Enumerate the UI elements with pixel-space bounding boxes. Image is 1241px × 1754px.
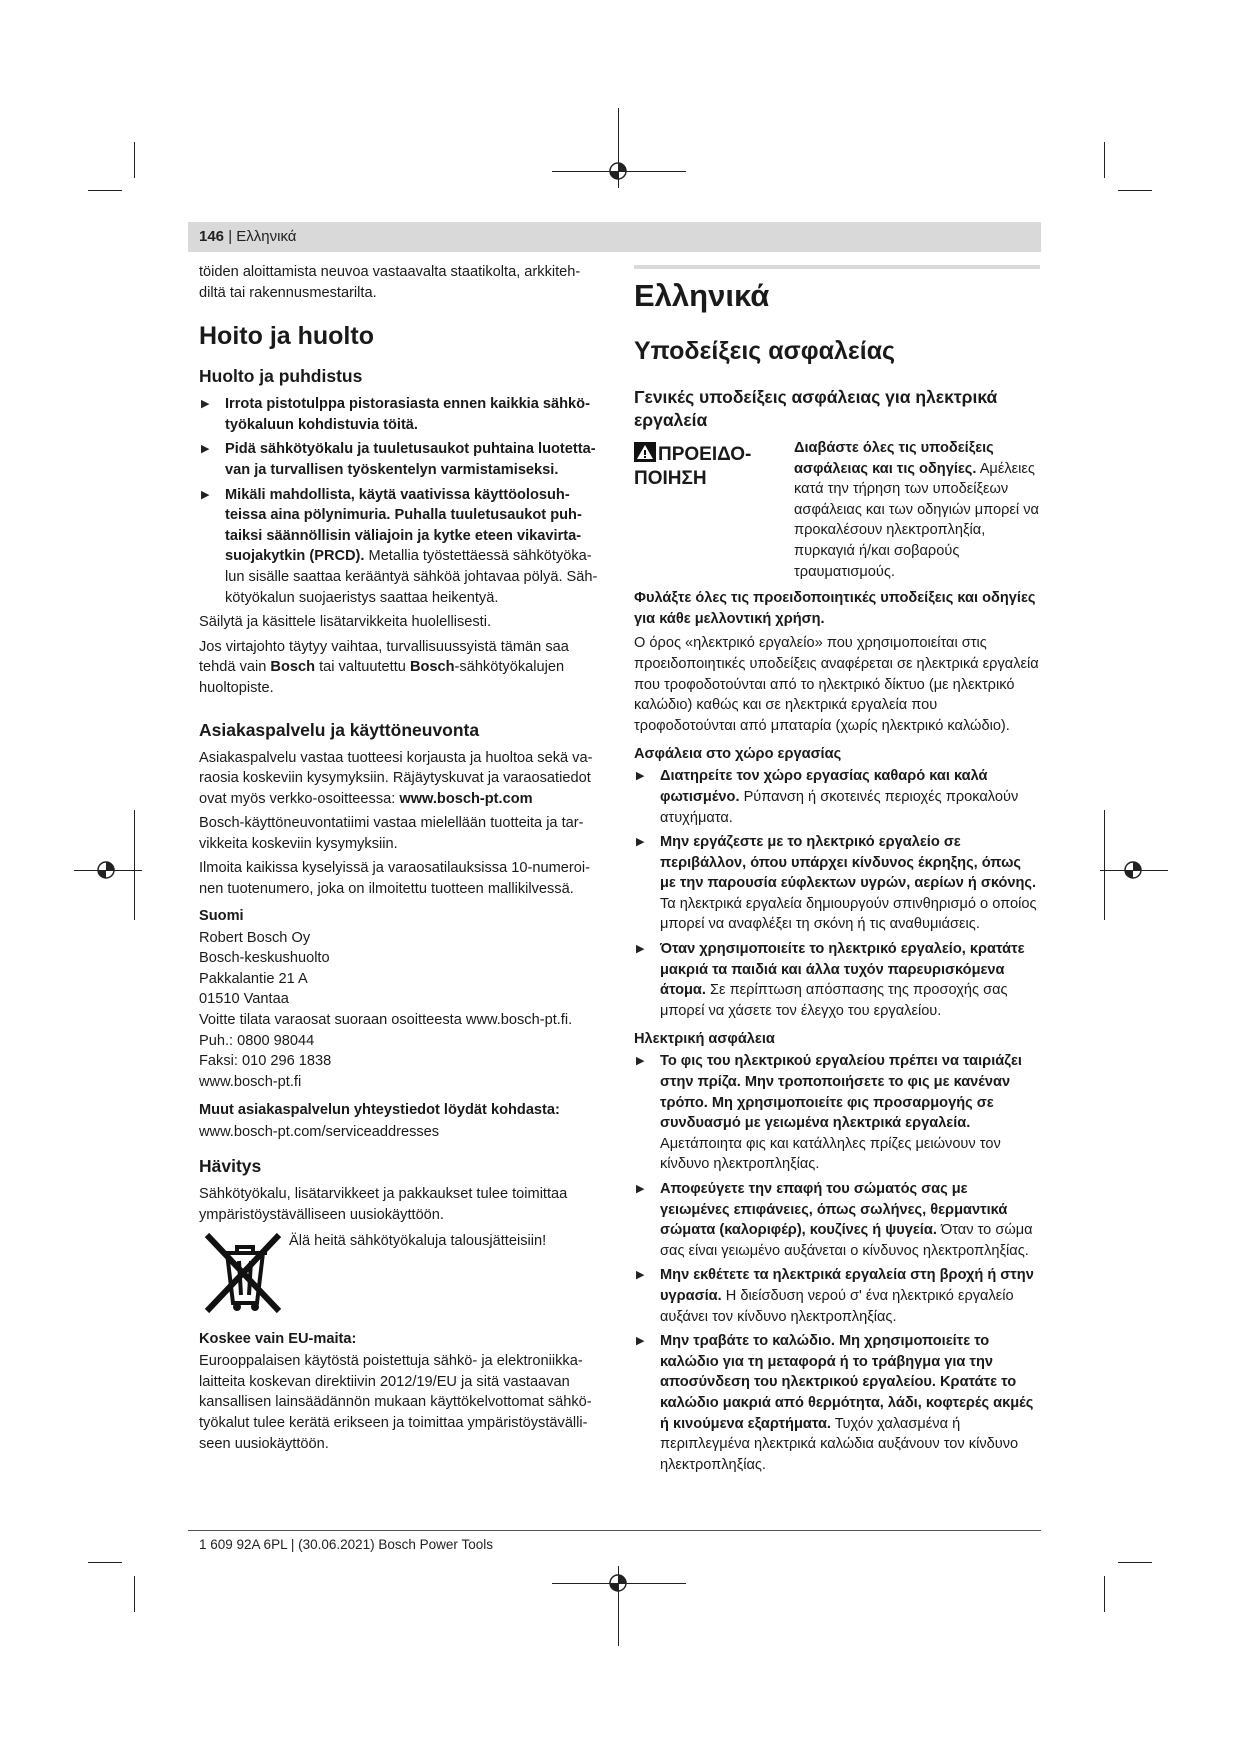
crop-mark xyxy=(88,190,122,191)
address-line: Robert Bosch Oy xyxy=(199,929,311,946)
page-header: 146 | Ελληνικά xyxy=(188,222,1041,252)
crop-mark xyxy=(88,1562,122,1563)
address-line: Faksi: 010 296 1838 xyxy=(199,1053,332,1070)
warning-label: ΠΡΟΕΙΔΟ- ΠΟΙΗΣΗ xyxy=(634,444,752,489)
electric-safety-list xyxy=(634,1051,1040,1475)
page-number: 146 xyxy=(199,228,225,245)
footer-rule xyxy=(188,1530,1041,1531)
care-heading: Hoito ja huolto xyxy=(199,322,374,351)
list-item: ▶ Μην εργάζεστε με το ηλεκτρικό εργαλείο σε περιβάλλον, όπου υπάρχει κίνδυνος έκρηξης, όπως με την παρουσία εύφλεκτων υγρών, αερίων ή σκόνης. Τα ηλεκτρικά εργαλεία δημιουργούν σπινθηρισμό ο οποίος μπορεί να αναφλέξει τη σκόνη ή τις αναθυμιάσεις. xyxy=(634,832,1040,935)
service-addresses-link[interactable]: www.bosch-pt.com/serviceaddresses xyxy=(199,1124,440,1141)
service-text: Bosch-käyttöneuvontatiimi vastaa mielellään tuotteita ja tar- vikkeita koskeviin kysymyksiin. xyxy=(199,815,584,852)
warning-triangle-icon xyxy=(634,442,656,462)
store-text: Säilytä ja käsittele lisätarvikkeita huolellisesti. xyxy=(199,614,492,631)
term-text: Ο όρος «ηλεκτρικό εργαλείο» που χρησιμοποιείται στις προειδοποιητικές υποδείξεις αναφέρεται σε ηλεκτρικά εργαλεία που τροφοδοτούνται από το ηλεκτρικό δίκτυο (με ηλεκτρικό καλώδιο) καθώς και σε ηλεκτρικά εργαλεία που τροφοδοτούνται από μπαταρία (χωρίς ηλεκτρικό καλώδιο). xyxy=(634,635,1039,734)
electric-safety-heading: Ηλεκτρική ασφάλεια xyxy=(634,1031,775,1048)
list-item: ▶ Μην εκθέτετε τα ηλεκτρικά εργαλεία στη βροχή ή στην υγρασία. Η διείσδυση νερού σ' ένα ηλεκτρικό εργαλείο αυξάνει τον κίνδυνο ηλεκτροπληξίας. xyxy=(634,1265,1040,1327)
list-item: ▶ Μην τραβάτε το καλώδιο. Μη χρησιμοποιείτε το καλώδιο για τη μεταφορά ή το τράβηγμα για την αποσύνδεση του ηλεκτρικού εργαλείου. Κρατάτε το καλώδιο μακριά από θερμότητα, λάδι, κοφτερές ακμές ή κινούμενα εξαρτήματα. Τυχόν χαλασμένα ή περιπλεγμένα ηλεκτρικά καλώδια αυξάνουν τον κίνδυνο ηλεκτροπληξίας. xyxy=(634,1331,1040,1475)
registration-mark-icon xyxy=(95,859,117,881)
language-title: Ελληνικά xyxy=(634,278,770,313)
registration-mark-icon xyxy=(1122,859,1144,881)
cord-text: Jos virtajohto täytyy vaihtaa, turvallisuussyistä tämän saa tehdä vain Bosch tai valtuutettu Bosch-sähkötyökalujen huoltopiste. xyxy=(199,638,569,696)
country-heading: Suomi xyxy=(199,907,244,924)
registration-mark-icon xyxy=(607,1572,629,1594)
page-footer: 1 609 92A 6PL | (30.06.2021) Bosch Power Tools xyxy=(199,1537,493,1552)
list-item: ▶ Διατηρείτε τον χώρο εργασίας καθαρό και καλά φωτισμένο. Ρύπανση ή σκοτεινές περιοχές προκαλούν ατυχήματα. xyxy=(634,766,1040,828)
service-text: Ilmoita kaikissa kyselyissä ja varaosatilauksissa 10-numeroi- nen tuotenumero, joka on ilmoitettu tuotteen mallikilvessä. xyxy=(199,860,590,898)
work-area-list xyxy=(634,766,1040,1021)
address-line: Bosch-keskushuolto xyxy=(199,950,330,967)
warning-block xyxy=(634,438,1040,582)
service-link[interactable]: www.bosch-pt.com xyxy=(399,790,533,807)
crop-mark xyxy=(134,142,135,178)
list-item: ▶ Mikäli mahdollista, käytä vaativissa käyttöolosuh- teissa aina pölynimuria. Puhalla tuuletusaukot puh- taiksi säännöllisin väliajoin ja kytke eteen vikavirta- suojakytkin (PRCD). Metallia työstettäessä sähkötyöka- lun sisälle saattaa kerääntyä sähköä johtavaa pölyä. Säh- kötyökalun suojaeristys saattaa heikentyä. xyxy=(199,485,604,609)
address-line: Voitte tilata varaosat suoraan osoitteesta www.bosch-pt.fi. xyxy=(199,1012,573,1029)
left-column xyxy=(199,262,604,1458)
disposal-heading: Hävitys xyxy=(199,1156,262,1176)
intro-text: töiden aloittamista neuvoa vastaavalta staatikolta, arkkiteh- diltä tai rakennusmestarilta. xyxy=(199,264,581,301)
service-text: Asiakaspalvelu vastaa tuotteesi korjausta ja huoltoa sekä va- raosia koskeviin kysymyksiin. Räjäytyskuvat ja varaosatiedot ovat myös verkko-osoitteessa: www.bosch-pt.com xyxy=(199,749,593,807)
list-item: ▶ Pidä sähkötyökalu ja tuuletusaukot puhtaina luotetta- van ja turvallisen työskentelyn varmistamiseksi. xyxy=(199,439,604,480)
address-line[interactable]: www.bosch-pt.fi xyxy=(199,1073,302,1090)
crop-mark xyxy=(1118,190,1152,191)
crop-mark xyxy=(1118,1562,1152,1563)
work-area-heading: Ασφάλεια στο χώρο εργασίας xyxy=(634,746,842,763)
list-item: ▶ Αποφεύγετε την επαφή του σώματός σας με γειωμένες επιφάνειες, όπως σωλήνες, θερμαντικά σώματα (καλοριφέρ), κουζίνες ή ψυγεία. Όταν το σώμα σας είναι γειωμένο αυξάνεται ο κίνδυνος ηλεκτροπληξίας. xyxy=(634,1179,1040,1261)
address-line: 01510 Vantaa xyxy=(199,991,289,1008)
crop-mark xyxy=(1104,142,1105,178)
registration-line xyxy=(1104,810,1105,920)
list-item: ▶ Όταν χρησιμοποιείτε το ηλεκτρικό εργαλείο, κρατάτε μακριά τα παιδιά και άλλα τυχόν παρευρισκόμενα άτομα. Σε περίπτωση απόσπασης της προσοχής σας μπορεί να χάσετε τον έλεγχο του εργαλείου. xyxy=(634,939,1040,1021)
list-item: ▶ Το φις του ηλεκτρικού εργαλείου πρέπει να ταιριάζει στην πρίζα. Μην τροποποιήσετε το φις με κανέναν τρόπο. Μη χρησιμοποιείτε φις προσαρμογής σε συνδυασμό με γειωμένα ηλεκτρικά εργαλεία. Αμετάποιητα φις και κατάλληλες πρίζες μειώνουν τον κίνδυνο ηλεκτροπληξίας. xyxy=(634,1051,1040,1175)
general-safety-heading: Γενικές υποδείξεις ασφάλειας για ηλεκτρικά εργαλεία xyxy=(634,387,998,430)
registration-line xyxy=(134,810,135,920)
address-line: Pakkalantie 21 A xyxy=(199,970,308,987)
service-heading: Asiakaspalvelu ja käyttöneuvonta xyxy=(199,719,480,740)
registration-mark-icon xyxy=(607,160,629,182)
crossed-bin-icon xyxy=(199,1229,285,1315)
cleaning-list xyxy=(199,394,604,608)
keep-instructions: Φυλάξτε όλες τις προειδοποιητικές υποδείξεις και οδηγίες για κάθε μελλοντική χρήση. xyxy=(634,590,1036,627)
crop-mark xyxy=(1104,1576,1105,1612)
crop-mark xyxy=(134,1576,135,1612)
disposal-text: Sähkötyökalu, lisätarvikkeet ja pakkaukset tulee toimittaa ympäristöystävälliseen uusiokäyttöön. xyxy=(199,1186,568,1223)
cleaning-heading: Huolto ja puhdistus xyxy=(199,366,363,387)
eu-heading: Koskee vain EU-maita: xyxy=(199,1331,357,1348)
safety-heading: Υποδείξεις ασφαλείας xyxy=(634,337,896,365)
address-line: Puh.: 0800 98044 xyxy=(199,1032,315,1049)
more-contacts-heading: Muut asiakaspalvelun yhteystiedot löydät kohdasta: xyxy=(199,1102,560,1119)
right-column xyxy=(634,262,1040,1479)
disposal-warning: Älä heitä sähkötyökaluja talousjätteisiin! xyxy=(289,1233,547,1250)
list-item: ▶ Irrota pistotulppa pistorasiasta ennen kaikkia sähkö- työkaluun kohdistuvia töitä. xyxy=(199,394,604,435)
eu-text: Eurooppalaisen käytöstä poistettuja sähkö- ja elektroniikka- laitteita koskevan direktiivin 2012/19/EU ja sitä vastaavan kansallisen lainsäädännön mukaan käyttökelvottomat sähkö- työkalut tulee kerätä erikseen ja toimittaa ympäristöystävälli- seen uusiokäyttöön. xyxy=(199,1353,592,1452)
weee-block xyxy=(199,1229,604,1315)
warning-text: Διαβάστε όλες τις υποδείξεις ασφάλειας και τις οδηγίες. Αμέλειες κατά την τήρηση των υποδείξεων ασφάλειας και των οδηγιών μπορεί να προκαλέσουν ηλεκτροπληξία, πυρκαγιά ή/και σοβαρούς τραυματισμούς. xyxy=(794,440,1039,580)
address-block xyxy=(199,928,604,1093)
header-language: Ελληνικά xyxy=(236,228,297,245)
